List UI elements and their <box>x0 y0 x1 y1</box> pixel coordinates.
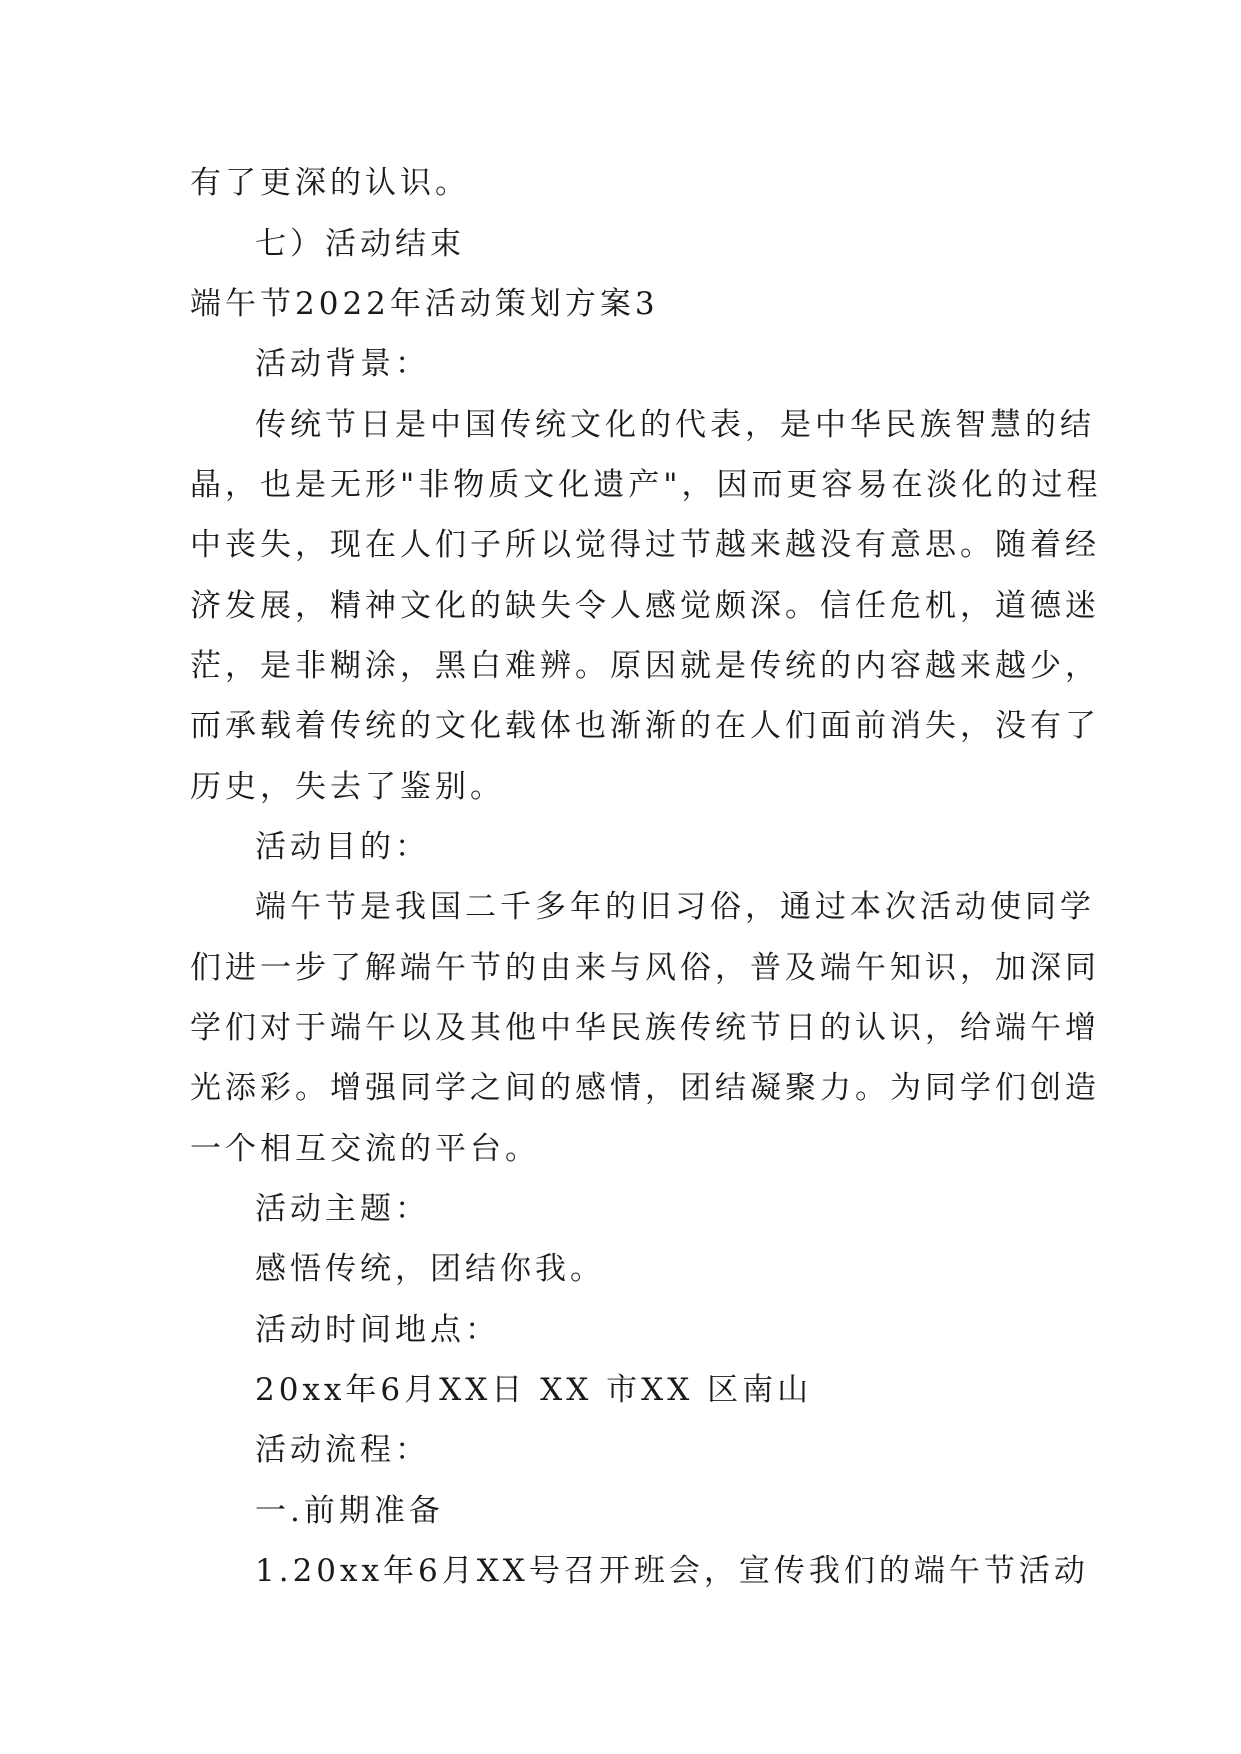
section-heading: 活动目的： <box>255 829 430 865</box>
paragraph-line: 光添彩。增强同学之间的感情，团结凝聚力。为同学们创造 <box>190 1070 1100 1106</box>
paragraph-line: 学们对于端午以及其他中华民族传统节日的认识，给端午增 <box>190 1010 1100 1046</box>
paragraph-line: 茫，是非糊涂，黑白难辨。原因就是传统的内容越来越少， <box>190 648 1100 684</box>
paragraph-line: 们进一步了解端午节的由来与风俗，普及端午知识，加深同 <box>190 950 1100 986</box>
paragraph-line: 历史，失去了鉴别。 <box>190 769 505 805</box>
section-heading: 活动背景： <box>255 346 430 382</box>
paragraph-line: 20xx年6月XX日 XX 市XX 区南山 <box>255 1372 813 1408</box>
document-title: 端午节2022年活动策划方案3 <box>190 286 659 322</box>
paragraph-line: 而承载着传统的文化载体也渐渐的在人们面前消失，没有了 <box>190 708 1100 744</box>
paragraph-line: 感悟传统，团结你我。 <box>255 1251 605 1287</box>
section-heading: 七）活动结束 <box>255 226 465 262</box>
paragraph-line: 有了更深的认识。 <box>190 165 470 201</box>
section-heading: 活动时间地点： <box>255 1312 500 1348</box>
paragraph-line: 一.前期准备 <box>255 1493 444 1529</box>
section-heading: 活动主题： <box>255 1191 430 1227</box>
paragraph-line: 济发展，精神文化的缺失令人感觉颇深。信任危机，道德迷 <box>190 588 1100 624</box>
section-heading: 活动流程： <box>255 1432 430 1468</box>
paragraph-line: 晶，也是无形"非物质文化遗产"，因而更容易在淡化的过程 <box>190 467 1102 503</box>
paragraph-line: 1.20xx年6月XX号召开班会，宣传我们的端午节活动 <box>255 1553 1089 1589</box>
paragraph-line: 一个相互交流的平台。 <box>190 1131 540 1167</box>
paragraph-line: 端午节是我国二千多年的旧习俗，通过本次活动使同学 <box>255 889 1095 925</box>
paragraph-line: 中丧失，现在人们子所以觉得过节越来越没有意思。随着经 <box>190 527 1100 563</box>
paragraph-line: 传统节日是中国传统文化的代表，是中华民族智慧的结 <box>255 407 1095 443</box>
